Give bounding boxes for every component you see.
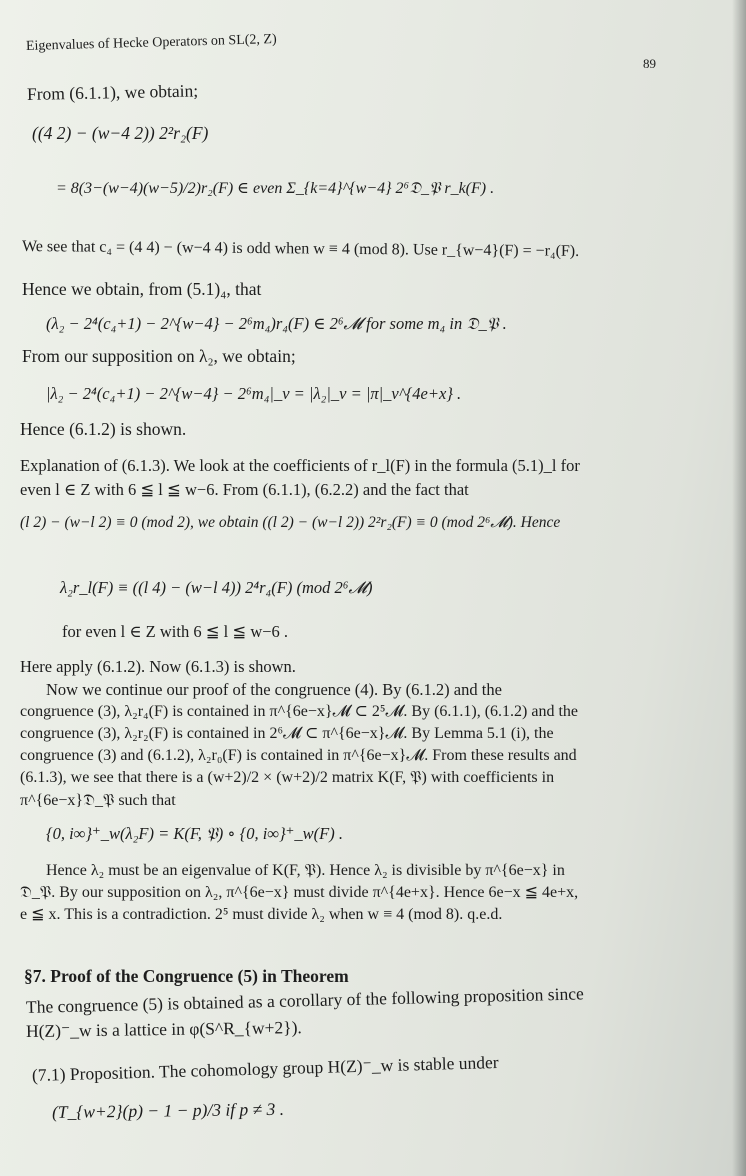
- text-line: π^{6e−x}𝔇_𝔓 such that: [20, 792, 176, 809]
- text-line: The congruence (5) is obtained as a corollary of the following proposition since: [25, 983, 584, 1017]
- text-line: 𝔇_𝔓. By our supposition on λ₂, π^{6e−x} must divide π^{4e+x}. Hence 6e−x ≦ 4e+x,: [20, 884, 579, 901]
- equation: |λ₂ − 2⁴(c₄+1) − 2^{w−4} − 2⁶m₄|_v = |λ₂|_v = |π|_v^{4e+x} .: [46, 384, 462, 403]
- text-line: even l ∈ Z with 6 ≦ l ≦ w−6. From (6.1.1), (6.2.2) and the fact that: [20, 480, 469, 499]
- text-line: Hence we obtain, from (5.1)₄, that: [22, 279, 262, 299]
- equation: λ₂r_l(F) ≡ ((l 4) − (w−l 4)) 2⁴r₄(F) (mod 2⁶𝓜): [60, 578, 373, 597]
- equation: ((4 2) − (w−4 2)) 2²r₂(F): [32, 123, 209, 143]
- equation: (l 2) − (w−l 2) ≡ 0 (mod 2), we obtain ((l 2) − (w−l 2)) 2²r₂(F) ≡ 0 (mod 2⁶𝓜). Hence: [20, 514, 561, 531]
- text-line: Explanation of (6.1.3). We look at the coefficients of r_l(F) in the formula (5.1)_l for: [20, 456, 580, 475]
- page-binding-shadow: [732, 0, 746, 1176]
- text-line: e ≦ x. This is a contradiction. 2⁵ must divide λ₂ when w ≡ 4 (mod 8). q.e.d.: [20, 906, 503, 923]
- text-line: From our supposition on λ₂, we obtain;: [22, 346, 296, 366]
- section-heading: §7. Proof of the Congruence (5) in Theorem: [24, 966, 349, 986]
- equation: = 8(3−(w−4)(w−5)/2)r₂(F) ∈ even Σ_{k=4}^{w−4} 2⁶𝔇_𝔓 r_k(F) .: [56, 180, 495, 197]
- text-line: Hence λ₂ must be an eigenvalue of K(F, 𝔓). Hence λ₂ is divisible by π^{6e−x} in: [46, 862, 565, 879]
- text-line: From (6.1.1), we obtain;: [26, 80, 199, 104]
- text-line: Here apply (6.1.2). Now (6.1.3) is shown.: [20, 657, 296, 676]
- text-line: Now we continue our proof of the congruence (4). By (6.1.2) and the: [46, 680, 502, 699]
- running-title: Eigenvalues of Hecke Operators on SL(2, Z): [25, 32, 277, 54]
- proposition-heading: (7.1) Proposition. The cohomology group H(Z)⁻_w is stable under: [31, 1051, 499, 1085]
- text-line: congruence (3), λ₂r₂(F) is contained in 2⁶𝓜 ⊂ π^{6e−x}𝓜. By Lemma 5.1 (i), the: [20, 725, 554, 742]
- text-line: Hence (6.1.2) is shown.: [20, 419, 187, 439]
- equation: (λ₂ − 2⁴(c₄+1) − 2^{w−4} − 2⁶m₄)r₄(F) ∈ 2⁶𝓜 for some m₄ in 𝔇_𝔓 .: [46, 314, 507, 333]
- page-number: 89: [643, 56, 656, 71]
- text-line: congruence (3) and (6.1.2), λ₂r₀(F) is contained in π^{6e−x}𝓜. From these results and: [20, 747, 577, 764]
- text-line: for even l ∈ Z with 6 ≦ l ≦ w−6 .: [62, 622, 289, 641]
- equation: {0, i∞}⁺_w(λ₂F) = K(F, 𝔓) ∘ {0, i∞}⁺_w(F) .: [46, 824, 343, 843]
- equation: (T_{w+2}(p) − 1 − p)/3 if p ≠ 3 .: [51, 1098, 285, 1122]
- text-line: (6.1.3), we see that there is a (w+2)/2 × (w+2)/2 matrix K(F, 𝔓) with coefficients in: [20, 769, 555, 786]
- text-line: H(Z)⁻_w is a lattice in φ(S^R_{w+2}).: [25, 1017, 302, 1041]
- text-line: congruence (3), λ₂r₄(F) is contained in π^{6e−x}𝓜 ⊂ 2⁵𝓜. By (6.1.1), (6.1.2) and the: [20, 703, 579, 720]
- text-line: We see that c₄ = (4 4) − (w−4 4) is odd when w ≡ 4 (mod 8). Use r_{w−4}(F) = −r₄(F).: [21, 238, 580, 260]
